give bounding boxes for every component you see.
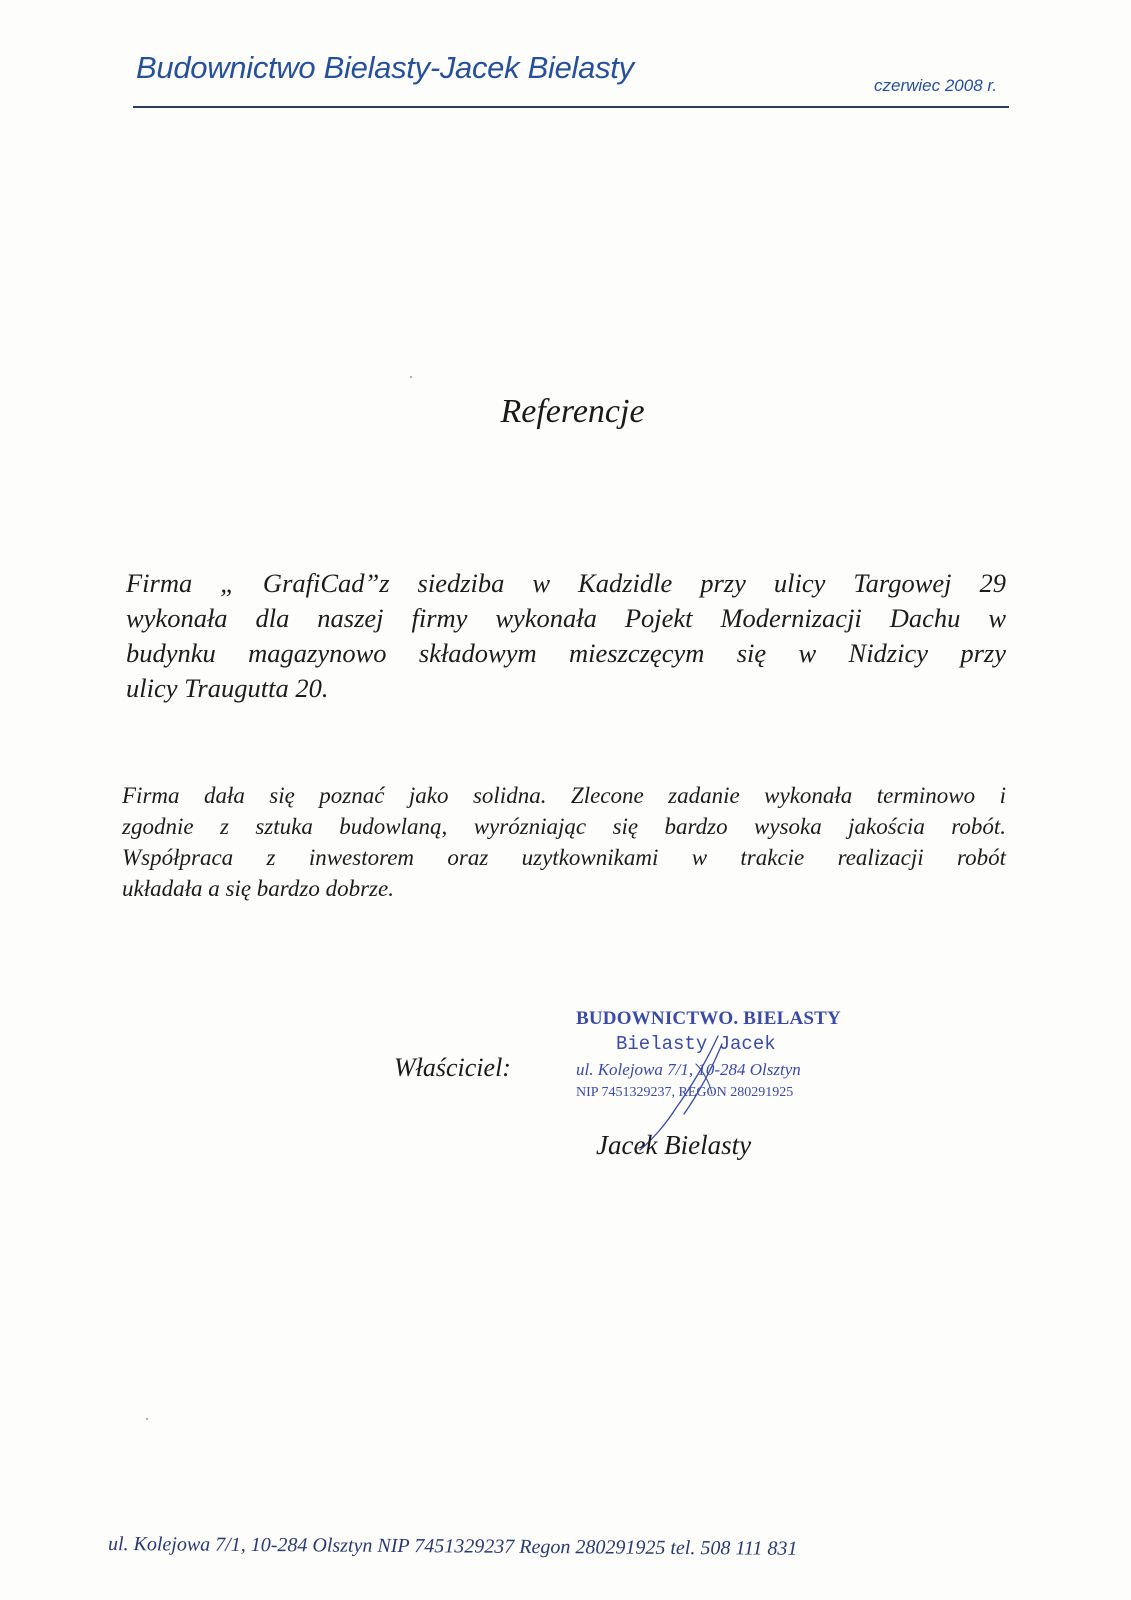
paragraph-line: Firma „ GrafiCad”z siedziba w Kadzidle przy ulicy Targowej 29 [126, 568, 1006, 598]
stamp-tax-ids: NIP 7451329237, REGON 280291925 [576, 1085, 794, 1100]
stamp-owner-name: Bielasty Jacek [616, 1033, 776, 1055]
letterhead-divider [133, 106, 1009, 108]
paragraph-line: układała a się bardzo dobrze. [122, 876, 394, 901]
paper-speck [410, 376, 412, 378]
paragraph-line: ulicy Traugutta 20. [126, 673, 329, 703]
stamp-company: BUDOWNICTWO. BIELASTY [576, 1008, 841, 1029]
footer-contact: ul. Kolejowa 7/1, 10-284 Olsztyn NIP 7451329237 Regon 280291925 tel. 508 111 831 [107, 1533, 798, 1560]
owner-label: Właściciel: [394, 1053, 511, 1082]
document-title-text: Referencje [500, 393, 645, 430]
paragraph-commission [126, 566, 1006, 706]
document-title [0, 393, 1131, 431]
paragraph-line: Firma dała się poznać jako solidna. Zlecone zadanie wykonała terminowo i [122, 783, 1006, 808]
owner-name: Jacek Bielasty [596, 1130, 752, 1160]
letterhead-company: Budownictwo Bielasty-Jacek Bielasty [136, 50, 634, 85]
letter-date: czerwiec 2008 r. [874, 76, 998, 95]
paragraph-line: budynku magazynowo składowym mieszczęcym się w Nidzicy przy [126, 638, 1006, 668]
paper-speck [146, 1418, 148, 1420]
paragraph-line: Współpraca z inwestorem oraz uzytkownikami w trakcie realizacji robót [122, 845, 1006, 870]
stamp-address: ul. Kolejowa 7/1, 10-284 Olsztyn [576, 1060, 801, 1079]
paragraph-line: zgodnie z sztuka budowlaną, wyrózniając się bardzo wysoka jakościa robót. [122, 814, 1006, 839]
paragraph-evaluation [122, 780, 1006, 904]
paragraph-line: wykonała dla naszej firmy wykonała Pojekt Modernizacji Dachu w [126, 603, 1006, 633]
